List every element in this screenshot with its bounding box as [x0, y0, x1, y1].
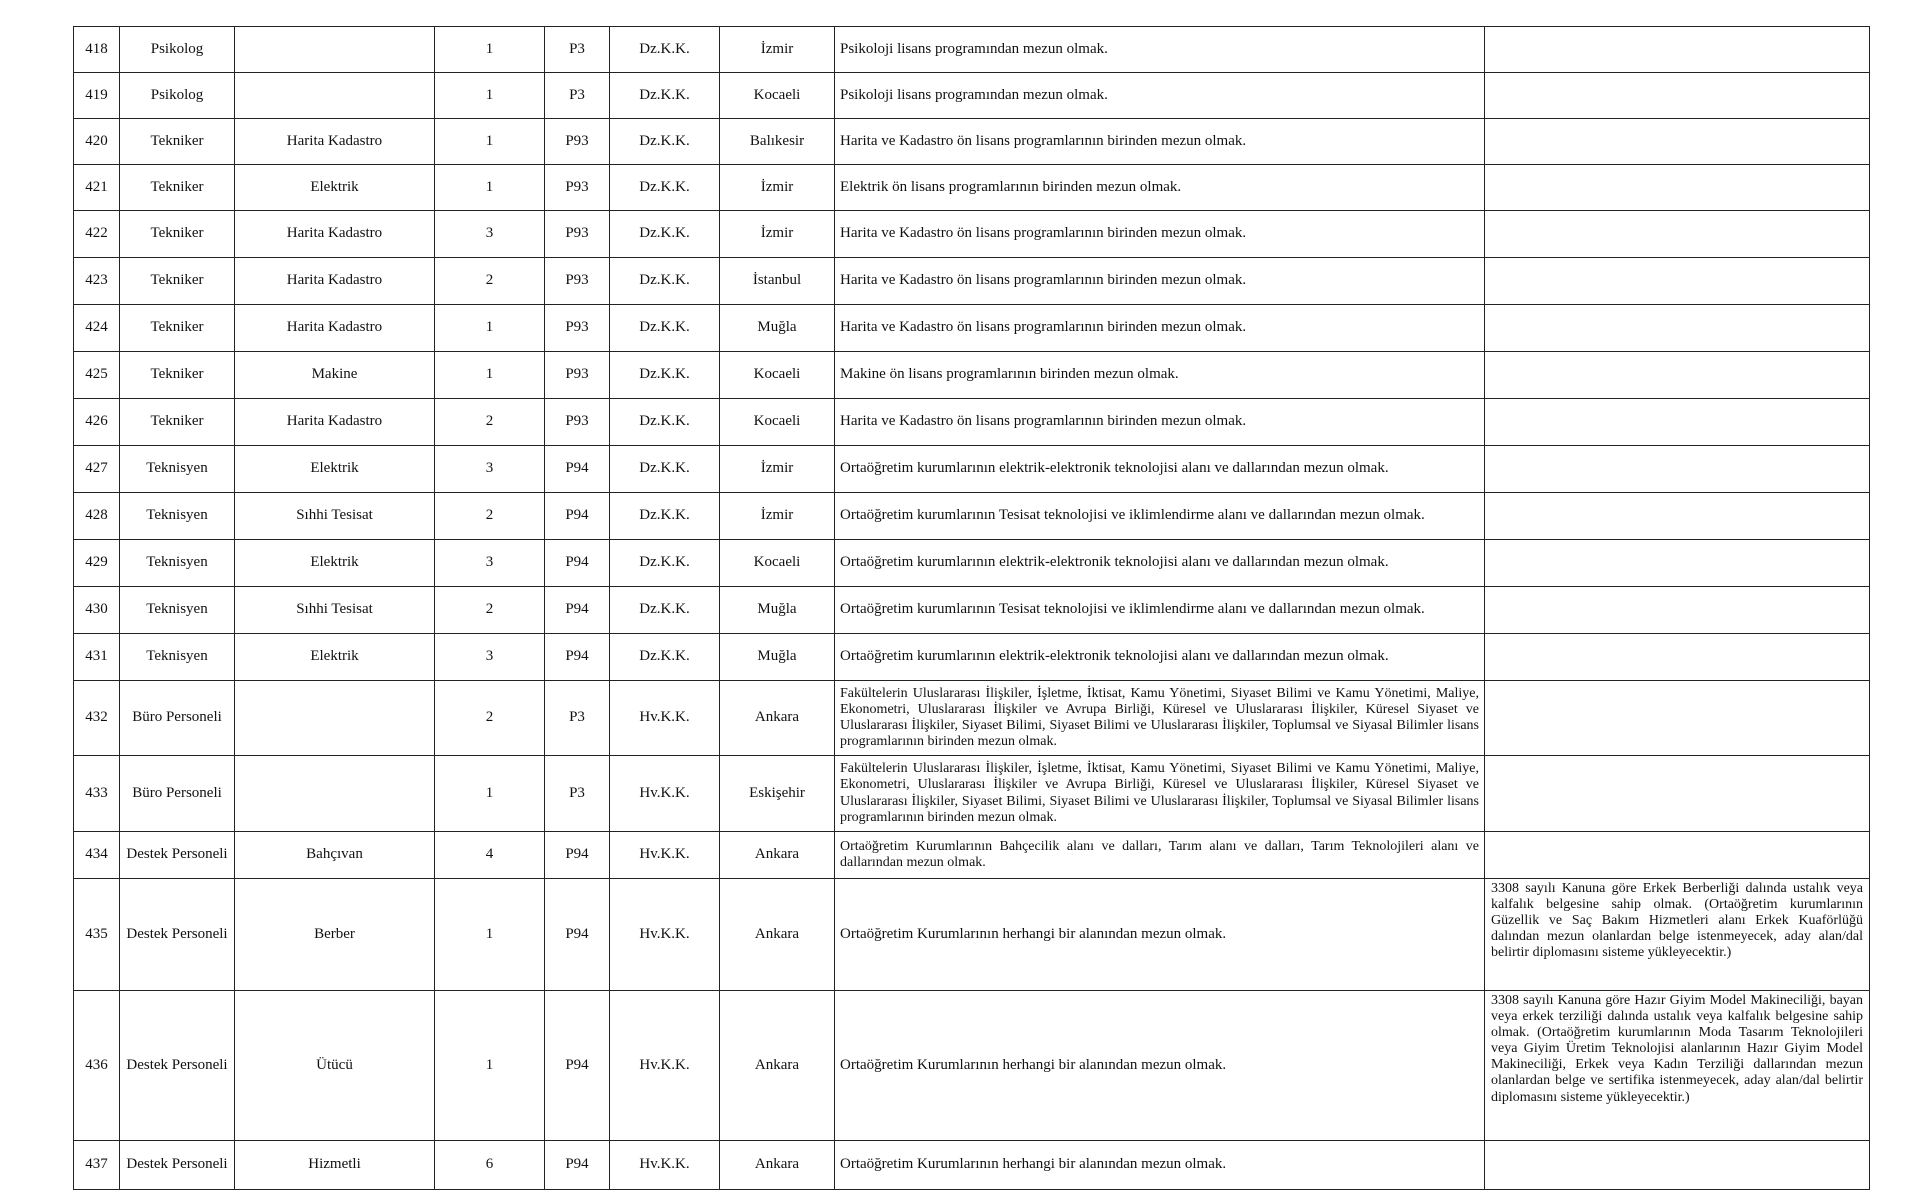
kpss-score-type-cell: P93: [545, 211, 610, 258]
position-title-cell: Teknisyen: [120, 634, 235, 681]
city-cell: Balıkesir: [720, 119, 835, 165]
note-cell: [1485, 165, 1870, 211]
row-number-cell: 433: [74, 756, 120, 832]
row-number-cell: 422: [74, 211, 120, 258]
command-unit-cell: Dz.K.K.: [610, 352, 720, 399]
position-field-cell: Sıhhi Tesisat: [235, 587, 435, 634]
quota-count-cell: 2: [435, 258, 545, 305]
position-title-cell: Tekniker: [120, 399, 235, 446]
requirement-cell: Harita ve Kadastro ön lisans programlarının birinden mezun olmak.: [835, 399, 1485, 446]
position-title-cell: Tekniker: [120, 119, 235, 165]
requirement-cell: Harita ve Kadastro ön lisans programlarının birinden mezun olmak.: [835, 305, 1485, 352]
note-cell: [1485, 634, 1870, 681]
command-unit-cell: Dz.K.K.: [610, 119, 720, 165]
kpss-score-type-cell: P93: [545, 258, 610, 305]
position-title-cell: Teknisyen: [120, 587, 235, 634]
kpss-score-type-cell: P94: [545, 991, 610, 1141]
position-title-cell: Tekniker: [120, 305, 235, 352]
command-unit-cell: Dz.K.K.: [610, 305, 720, 352]
table-row: [74, 446, 1870, 493]
quota-count-cell: 1: [435, 305, 545, 352]
kpss-score-type-cell: P94: [545, 587, 610, 634]
requirement-cell: Elektrik ön lisans programlarının birinden mezun olmak.: [835, 165, 1485, 211]
command-unit-cell: Dz.K.K.: [610, 165, 720, 211]
row-number-cell: 429: [74, 540, 120, 587]
row-number-cell: 431: [74, 634, 120, 681]
position-field-cell: Elektrik: [235, 446, 435, 493]
kpss-score-type-cell: P3: [545, 756, 610, 832]
city-cell: Muğla: [720, 634, 835, 681]
quota-count-cell: 1: [435, 165, 545, 211]
note-cell: [1485, 27, 1870, 73]
table-row: [74, 165, 1870, 211]
position-field-cell: Harita Kadastro: [235, 305, 435, 352]
table-row: [74, 832, 1870, 879]
position-title-cell: Destek Personeli: [120, 879, 235, 991]
note-cell: [1485, 493, 1870, 540]
requirement-cell: Ortaöğretim kurumlarının elektrik-elektronik teknolojisi alanı ve dallarından mezun olmak.: [835, 540, 1485, 587]
requirement-cell: Ortaöğretim Kurumlarının herhangi bir alanından mezun olmak.: [835, 879, 1485, 991]
row-number-cell: 435: [74, 879, 120, 991]
row-number-cell: 430: [74, 587, 120, 634]
quota-count-cell: 6: [435, 1141, 545, 1190]
position-title-cell: Tekniker: [120, 352, 235, 399]
requirement-cell: Ortaöğretim kurumlarının Tesisat teknolojisi ve iklimlendirme alanı ve dallarından mezun olmak.: [835, 493, 1485, 540]
table-row: [74, 587, 1870, 634]
quota-count-cell: 1: [435, 991, 545, 1141]
table-row: [74, 1141, 1870, 1190]
position-title-cell: Teknisyen: [120, 446, 235, 493]
city-cell: İzmir: [720, 165, 835, 211]
position-field-cell: [235, 756, 435, 832]
position-title-cell: Tekniker: [120, 211, 235, 258]
kpss-score-type-cell: P3: [545, 27, 610, 73]
requirement-cell: Ortaöğretim Kurumlarının herhangi bir alanından mezun olmak.: [835, 991, 1485, 1141]
position-field-cell: [235, 73, 435, 119]
row-number-cell: 418: [74, 27, 120, 73]
requirement-cell: Ortaöğretim kurumlarının elektrik-elektronik teknolojisi alanı ve dallarından mezun olmak.: [835, 634, 1485, 681]
table-body: [74, 27, 1870, 1190]
city-cell: İzmir: [720, 211, 835, 258]
positions-table: [73, 26, 1870, 1190]
position-title-cell: Büro Personeli: [120, 681, 235, 756]
table-row: [74, 681, 1870, 756]
requirement-cell: Psikoloji lisans programından mezun olmak.: [835, 73, 1485, 119]
row-number-cell: 426: [74, 399, 120, 446]
row-number-cell: 432: [74, 681, 120, 756]
command-unit-cell: Dz.K.K.: [610, 540, 720, 587]
table-row: [74, 119, 1870, 165]
position-title-cell: Psikolog: [120, 73, 235, 119]
requirement-cell: Ortaöğretim Kurumlarının Bahçecilik alanı ve dalları, Tarım alanı ve dalları, Tarım Teknolojileri alanı ve dallarından mezun olmak.: [835, 832, 1485, 879]
command-unit-cell: Hv.K.K.: [610, 756, 720, 832]
row-number-cell: 437: [74, 1141, 120, 1190]
position-field-cell: Elektrik: [235, 634, 435, 681]
table-row: [74, 399, 1870, 446]
note-cell: [1485, 1141, 1870, 1190]
quota-count-cell: 2: [435, 493, 545, 540]
position-field-cell: Berber: [235, 879, 435, 991]
quota-count-cell: 3: [435, 446, 545, 493]
table-row: [74, 27, 1870, 73]
requirement-cell: Psikoloji lisans programından mezun olmak.: [835, 27, 1485, 73]
row-number-cell: 420: [74, 119, 120, 165]
kpss-score-type-cell: P3: [545, 73, 610, 119]
position-field-cell: Elektrik: [235, 165, 435, 211]
requirement-cell: Fakültelerin Uluslararası İlişkiler, İşletme, İktisat, Kamu Yönetimi, Siyaset Bilimi ve Kamu Yönetimi, Maliye, Ekonometri, Uluslararası İlişkiler ve Avrupa Birliği, Küresel ve Uluslararası İlişkiler, Küresel Siyaset ve Uluslararası İlişkiler, Siyaset Bilimi, Siyaset Bilimi ve Uluslararası İlişkiler, Toplumsal ve Siyasal Bilimler lisans programlarının birinden mezun olmak.: [835, 756, 1485, 832]
kpss-score-type-cell: P3: [545, 681, 610, 756]
command-unit-cell: Hv.K.K.: [610, 991, 720, 1141]
table-row: [74, 258, 1870, 305]
position-field-cell: Ütücü: [235, 991, 435, 1141]
quota-count-cell: 1: [435, 352, 545, 399]
position-field-cell: Harita Kadastro: [235, 258, 435, 305]
row-number-cell: 434: [74, 832, 120, 879]
table-row: [74, 493, 1870, 540]
note-cell: [1485, 305, 1870, 352]
row-number-cell: 427: [74, 446, 120, 493]
note-cell: [1485, 681, 1870, 756]
kpss-score-type-cell: P94: [545, 493, 610, 540]
position-field-cell: Harita Kadastro: [235, 399, 435, 446]
city-cell: İzmir: [720, 27, 835, 73]
row-number-cell: 436: [74, 991, 120, 1141]
requirement-cell: Makine ön lisans programlarının birinden mezun olmak.: [835, 352, 1485, 399]
note-cell: [1485, 756, 1870, 832]
kpss-score-type-cell: P94: [545, 1141, 610, 1190]
city-cell: Kocaeli: [720, 352, 835, 399]
note-cell: [1485, 446, 1870, 493]
kpss-score-type-cell: P93: [545, 305, 610, 352]
kpss-score-type-cell: P94: [545, 446, 610, 493]
note-cell: [1485, 119, 1870, 165]
note-cell: [1485, 399, 1870, 446]
table-row: [74, 879, 1870, 991]
requirement-cell: Ortaöğretim Kurumlarının herhangi bir alanından mezun olmak.: [835, 1141, 1485, 1190]
position-field-cell: Bahçıvan: [235, 832, 435, 879]
position-title-cell: Teknisyen: [120, 493, 235, 540]
city-cell: Muğla: [720, 587, 835, 634]
position-title-cell: Destek Personeli: [120, 832, 235, 879]
position-field-cell: Elektrik: [235, 540, 435, 587]
requirement-cell: Harita ve Kadastro ön lisans programlarının birinden mezun olmak.: [835, 119, 1485, 165]
position-field-cell: [235, 27, 435, 73]
position-title-cell: Teknisyen: [120, 540, 235, 587]
city-cell: İzmir: [720, 446, 835, 493]
note-cell: [1485, 352, 1870, 399]
city-cell: İzmir: [720, 493, 835, 540]
city-cell: Ankara: [720, 832, 835, 879]
requirement-cell: Ortaöğretim kurumlarının elektrik-elektronik teknolojisi alanı ve dallarından mezun olmak.: [835, 446, 1485, 493]
city-cell: Kocaeli: [720, 399, 835, 446]
city-cell: Muğla: [720, 305, 835, 352]
position-title-cell: Destek Personeli: [120, 1141, 235, 1190]
quota-count-cell: 2: [435, 399, 545, 446]
row-number-cell: 424: [74, 305, 120, 352]
command-unit-cell: Hv.K.K.: [610, 832, 720, 879]
table-row: [74, 756, 1870, 832]
note-cell: [1485, 832, 1870, 879]
kpss-score-type-cell: P93: [545, 399, 610, 446]
note-cell: [1485, 258, 1870, 305]
row-number-cell: 428: [74, 493, 120, 540]
kpss-score-type-cell: P94: [545, 832, 610, 879]
row-number-cell: 419: [74, 73, 120, 119]
kpss-score-type-cell: P94: [545, 879, 610, 991]
city-cell: Ankara: [720, 1141, 835, 1190]
note-cell: [1485, 587, 1870, 634]
row-number-cell: 425: [74, 352, 120, 399]
kpss-score-type-cell: P93: [545, 119, 610, 165]
note-cell: 3308 sayılı Kanuna göre Hazır Giyim Model Makineciliği, bayan veya erkek terziliği dalında ustalık veya kalfalık belgesine sahip olmak. (Ortaöğretim kurumlarının Moda Tasarım Teknolojileri veya Giyim Üretim Teknolojisi alanlarının Hazır Giyim Model Makineciliği, Erkek veya Kadın Terziliği dallarından mezun olanlardan belge ve sertifika istenmeyecek, aday alan/dal belirtir diplomasını sisteme yükleyecektir.): [1485, 991, 1870, 1141]
table-row: [74, 73, 1870, 119]
command-unit-cell: Dz.K.K.: [610, 493, 720, 540]
command-unit-cell: Hv.K.K.: [610, 1141, 720, 1190]
city-cell: İstanbul: [720, 258, 835, 305]
city-cell: Ankara: [720, 991, 835, 1141]
position-field-cell: Makine: [235, 352, 435, 399]
table-row: [74, 211, 1870, 258]
requirement-cell: Harita ve Kadastro ön lisans programlarının birinden mezun olmak.: [835, 211, 1485, 258]
command-unit-cell: Dz.K.K.: [610, 399, 720, 446]
city-cell: Ankara: [720, 879, 835, 991]
kpss-score-type-cell: P93: [545, 165, 610, 211]
row-number-cell: 421: [74, 165, 120, 211]
command-unit-cell: Hv.K.K.: [610, 879, 720, 991]
position-title-cell: Tekniker: [120, 165, 235, 211]
city-cell: Kocaeli: [720, 540, 835, 587]
requirement-cell: Ortaöğretim kurumlarının Tesisat teknolojisi ve iklimlendirme alanı ve dallarından mezun olmak.: [835, 587, 1485, 634]
requirement-cell: Fakültelerin Uluslararası İlişkiler, İşletme, İktisat, Kamu Yönetimi, Siyaset Bilimi ve Kamu Yönetimi, Maliye, Ekonometri, Uluslararası İlişkiler ve Avrupa Birliği, Küresel ve Uluslararası İlişkiler, Küresel Siyaset ve Uluslararası İlişkiler, Siyaset Bilimi, Siyaset Bilimi ve Uluslararası İlişkiler, Toplumsal ve Siyasal Bilimler lisans programlarının birinden mezun olmak.: [835, 681, 1485, 756]
table-row: [74, 540, 1870, 587]
position-field-cell: Harita Kadastro: [235, 119, 435, 165]
note-cell: [1485, 73, 1870, 119]
position-title-cell: Tekniker: [120, 258, 235, 305]
command-unit-cell: Hv.K.K.: [610, 681, 720, 756]
command-unit-cell: Dz.K.K.: [610, 73, 720, 119]
city-cell: Ankara: [720, 681, 835, 756]
table-row: [74, 991, 1870, 1141]
note-cell: 3308 sayılı Kanuna göre Erkek Berberliği dalında ustalık veya kalfalık belgesine sahip olmak. (Ortaöğretim kurumlarının Güzellik ve Saç Bakım Hizmetleri alanı Erkek Kuaförlüğü dalından mezun olanlardan belge istenmeyecek, aday alan/dal belirtir diplomasını sisteme yükleyecektir.): [1485, 879, 1870, 991]
quota-count-cell: 1: [435, 756, 545, 832]
quota-count-cell: 2: [435, 587, 545, 634]
city-cell: Eskişehir: [720, 756, 835, 832]
position-title-cell: Büro Personeli: [120, 756, 235, 832]
table-row: [74, 634, 1870, 681]
position-field-cell: Sıhhi Tesisat: [235, 493, 435, 540]
quota-count-cell: 1: [435, 73, 545, 119]
quota-count-cell: 3: [435, 634, 545, 681]
command-unit-cell: Dz.K.K.: [610, 446, 720, 493]
command-unit-cell: Dz.K.K.: [610, 258, 720, 305]
table-row: [74, 352, 1870, 399]
command-unit-cell: Dz.K.K.: [610, 27, 720, 73]
quota-count-cell: 1: [435, 27, 545, 73]
position-field-cell: Hizmetli: [235, 1141, 435, 1190]
quota-count-cell: 2: [435, 681, 545, 756]
kpss-score-type-cell: P93: [545, 352, 610, 399]
table-row: [74, 305, 1870, 352]
note-cell: [1485, 211, 1870, 258]
quota-count-cell: 1: [435, 119, 545, 165]
quota-count-cell: 3: [435, 540, 545, 587]
command-unit-cell: Dz.K.K.: [610, 634, 720, 681]
kpss-score-type-cell: P94: [545, 634, 610, 681]
quota-count-cell: 3: [435, 211, 545, 258]
command-unit-cell: Dz.K.K.: [610, 587, 720, 634]
command-unit-cell: Dz.K.K.: [610, 211, 720, 258]
city-cell: Kocaeli: [720, 73, 835, 119]
note-cell: [1485, 540, 1870, 587]
quota-count-cell: 4: [435, 832, 545, 879]
position-field-cell: Harita Kadastro: [235, 211, 435, 258]
row-number-cell: 423: [74, 258, 120, 305]
kpss-score-type-cell: P94: [545, 540, 610, 587]
quota-count-cell: 1: [435, 879, 545, 991]
position-title-cell: Psikolog: [120, 27, 235, 73]
requirement-cell: Harita ve Kadastro ön lisans programlarının birinden mezun olmak.: [835, 258, 1485, 305]
position-title-cell: Destek Personeli: [120, 991, 235, 1141]
position-field-cell: [235, 681, 435, 756]
